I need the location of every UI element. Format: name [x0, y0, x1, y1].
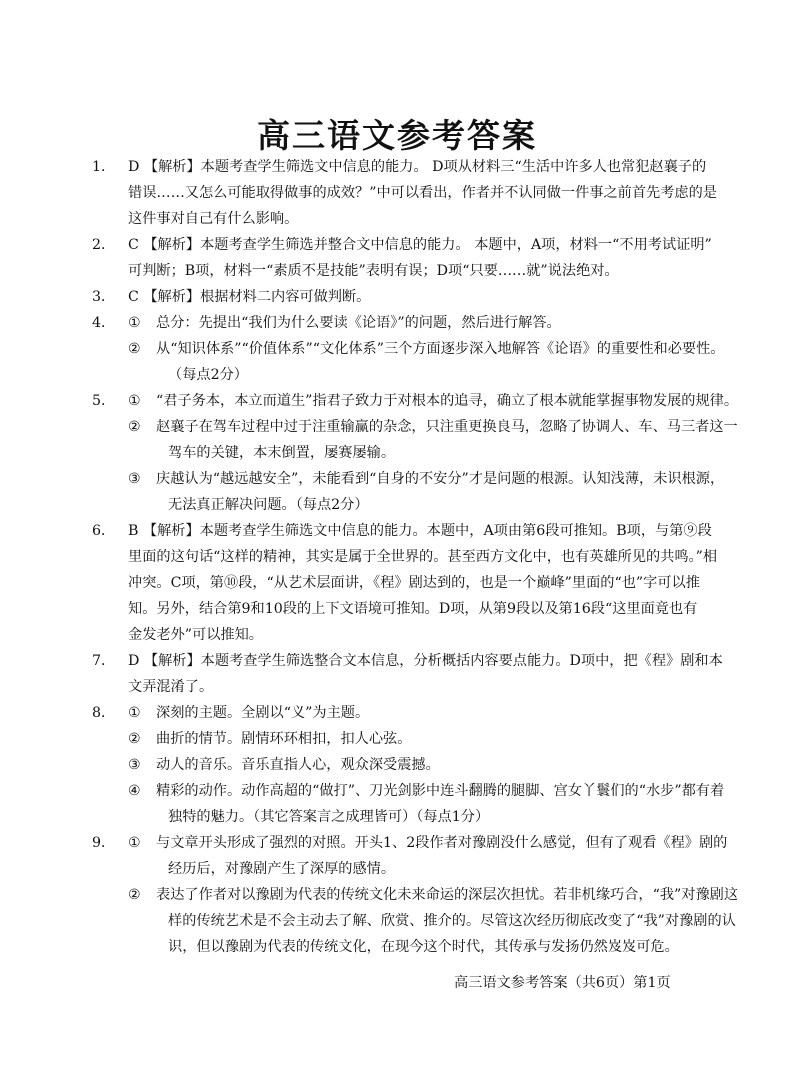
sub-point-line: （每点2分）	[168, 367, 248, 383]
answer-item	[92, 700, 754, 830]
sub-point-line: 赵襄子在驾车过程中过于注重输赢的杂念，只注重更换良马，忽略了协调人、车、马三者这一	[156, 419, 738, 435]
sub-point-marker: ④	[128, 783, 141, 799]
answer-line: B 【解析】本题考查学生筛选文中信息的能力。本题中，A项由第6段可推知。B项，与第⑨段	[128, 523, 712, 539]
sub-point-line: 动人的音乐。音乐直指人心，观众深受震撼。	[156, 757, 440, 773]
answer-item	[92, 232, 754, 284]
question-number: 3．	[92, 289, 116, 305]
sub-point-line: 驾车的关键，本末倒置，屡赛屡输。	[168, 445, 396, 461]
sub-point	[128, 336, 754, 388]
question-number: 6．	[92, 523, 116, 539]
sub-point-line: 庆越认为“越远越安全”，未能看到“自身的不安分”才是问题的根源。认知浅薄，未识根源，	[156, 471, 725, 487]
answer-line: C 【解析】本题考查学生筛选并整合文中信息的能力。 本题中，A项，材料一“不用考试证明”	[128, 237, 712, 253]
sub-point	[128, 726, 754, 752]
sub-point-line: 独特的魅力。（其它答案言之成理皆可）（每点1分）	[168, 809, 490, 825]
sub-point	[128, 830, 754, 882]
answer-item	[92, 310, 754, 388]
question-number: 4．	[92, 315, 116, 331]
question-number: 7．	[92, 653, 116, 669]
answer-item	[92, 388, 754, 518]
question-number: 2．	[92, 237, 116, 253]
sub-point-marker: ①	[128, 315, 141, 331]
answer-item	[92, 154, 754, 232]
sub-point-line: 曲折的情节。剧情环环相扣，扣人心弦。	[156, 731, 412, 747]
sub-point-marker: ③	[128, 471, 141, 487]
question-number: 8．	[92, 705, 116, 721]
sub-point-line: 表达了作者对以豫剧为代表的传统文化未来命运的深层次担忧。若非机缘巧合，“我”对豫剧这	[156, 887, 739, 903]
sub-point	[128, 388, 754, 414]
sub-point-line: 样的传统艺术是不会主动去了解、欣赏、推介的。尽管这次经历彻底改变了“我”对豫剧的认	[168, 913, 736, 929]
answer-line: 可判断；B项，材料一“素质不是技能”表明有误；D项“只要……就”说法绝对。	[128, 263, 619, 279]
sub-point	[128, 310, 754, 336]
page-footer: 高三语文参考答案（共6页）第1页	[454, 975, 671, 991]
answer-item	[92, 830, 754, 960]
page-title: 高三语文参考答案	[257, 116, 537, 155]
answer-line: 知。另外，结合第9和10段的上下文语境可推知。D项，从第9段以及第16段“这里面竟也有	[128, 601, 698, 617]
sub-point-marker: ③	[128, 757, 141, 773]
question-number: 1．	[92, 159, 116, 175]
sub-point-line: 总分：先提出“我们为什么要读《论语》”的问题，然后进行解答。	[156, 315, 561, 331]
answer-list	[92, 154, 754, 960]
sub-point-marker: ②	[128, 341, 141, 357]
answer-line: 文弄混淆了。	[128, 679, 214, 695]
sub-point	[128, 414, 754, 466]
sub-point-marker: ②	[128, 731, 141, 747]
answer-line: 这件事对自己有什么影响。	[128, 211, 299, 227]
answer-item	[92, 284, 754, 310]
sub-point-line: 精彩的动作。动作高超的“做打”、刀光剑影中连斗翻腾的腿脚、宫女丫鬟们的“水步”都有着	[156, 783, 725, 799]
answer-line: D 【解析】本题考查学生筛选文中信息的能力。 D项从材料三“生活中许多人也常犯赵襄子的	[128, 159, 707, 175]
sub-point	[128, 778, 754, 830]
answer-line: 里面的这句话“这样的精神，其实是属于全世界的。甚至西方文化中，也有英雄所见的共鸣。”相	[128, 549, 718, 565]
sub-point-line: 从“知识体系”“价值体系”“文化体系”三个方面逐步深入地解答《论语》的重要性和必要性。	[156, 341, 725, 357]
sub-point-line: 与文章开头形成了强烈的对照。开头1、2段作者对豫剧没什么感觉，但有了观看《程》剧的	[156, 835, 728, 851]
sub-point	[128, 882, 754, 960]
question-number: 5．	[92, 393, 116, 409]
answer-line: 错误……又怎么可能取得做事的成效？”中可以看出，作者并不认同做一件事之前首先考虑的是	[128, 185, 717, 201]
sub-point-marker: ①	[128, 393, 141, 409]
answer-line: 冲突。C项，第⑩段，“从艺术层面讲，《程》剧达到的，也是一个巅峰”里面的“也”字可以推	[128, 575, 700, 591]
sub-point-line: 深刻的主题。全剧以“义”为主题。	[156, 705, 370, 721]
answer-item	[92, 648, 754, 700]
sub-point	[128, 752, 754, 778]
sub-point-line: 识，但以豫剧为代表的传统文化，在现今这个时代，其传承与发扬仍然岌岌可危。	[168, 939, 679, 955]
sub-point-marker: ①	[128, 835, 141, 851]
sub-point-line: “君子务本，本立而道生”指君子致力于对根本的追寻，确立了根本就能掌握事物发展的规律。	[156, 393, 739, 409]
answer-line: 金发老外”可以推知。	[128, 627, 263, 643]
answer-line: D 【解析】本题考查学生筛选整合文本信息，分析概括内容要点能力。D项中，把《程》剧和本	[128, 653, 723, 669]
sub-point-marker: ②	[128, 419, 141, 435]
sub-point-line: 无法真正解决问题。（每点2分）	[168, 497, 369, 513]
question-number: 9．	[92, 835, 116, 851]
answer-line: C 【解析】根据材料二内容可做判断。	[128, 289, 371, 305]
sub-point	[128, 466, 754, 518]
sub-point-marker: ②	[128, 887, 141, 903]
sub-point	[128, 700, 754, 726]
sub-point-line: 经历后，对豫剧产生了深厚的感情。	[168, 861, 396, 877]
sub-point-marker: ①	[128, 705, 141, 721]
answer-item	[92, 518, 754, 648]
